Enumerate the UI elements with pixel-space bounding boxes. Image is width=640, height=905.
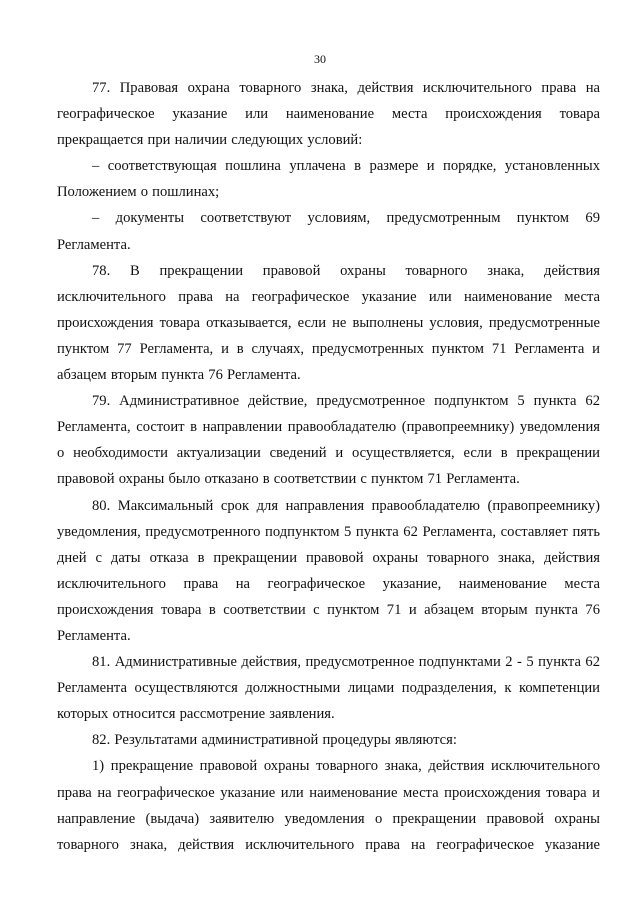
paragraph-77-condition-2: – документы соответствуют условиям, предусмотренным пунктом 69 Регламента. <box>57 210 600 253</box>
paragraph-77-condition-1: – соответствующая пошлина уплачена в размере и порядке, установленных Положением о пошлинах; <box>57 158 600 201</box>
paragraph-78: 78. В прекращении правовой охраны товарного знака, действия исключительного права на географическое указание или наименование места происхождения товара отказывается, если не выполнены условия, предусмотренные пунктом 77 Регламента, и в случаях, предусмотренных пунктом 71 Регламента и абзацем вторым пункта 76 Регламента. <box>57 262 600 384</box>
paragraph-79: 79. Административное действие, предусмотренное подпунктом 5 пункта 62 Регламента, состоит в направлении правообладателю (правопреемнику) уведомления о необходимости актуализации сведений и осуществляется, если в прекращении правовой охраны было отказано в соответствии с пунктом 71 Регламента. <box>57 393 600 488</box>
paragraph-82-item-1: 1) прекращение правовой охраны товарного знака, действия исключительного права на географическое указание или наименование места происхождения товара и направление (выдача) заявителю уведомления о прекращении правовой охраны товарного знака, действия исключительного права на географическое указание <box>57 758 600 853</box>
paragraph-81: 81. Административные действия, предусмотренное подпунктами 2 - 5 пункта 62 Регламента осуществляются должностными лицами подразделения, к компетенции которых относится рассмотрение заявления. <box>57 654 600 723</box>
paragraph-82: 82. Результатами административной процедуры являются: <box>92 732 457 749</box>
page-number: 30 <box>314 52 326 66</box>
paragraph-80: 80. Максимальный срок для направления правообладателю (правопреемнику) уведомления, предусмотренного подпунктом 5 пункта 62 Регламента, составляет пять дней с даты отказа в прекращении правовой охраны товарного знака, действия исключительного права на географическое указание, наименование места происхождения товара в соответствии с пунктом 71 и абзацем вторым пункта 76 Регламента. <box>57 497 600 644</box>
document-body <box>57 75 600 858</box>
paragraph-77: 77. Правовая охрана товарного знака, действия исключительного права на географическое указание или наименование места происхождения товара прекращается при наличии следующих условий: <box>57 80 600 149</box>
